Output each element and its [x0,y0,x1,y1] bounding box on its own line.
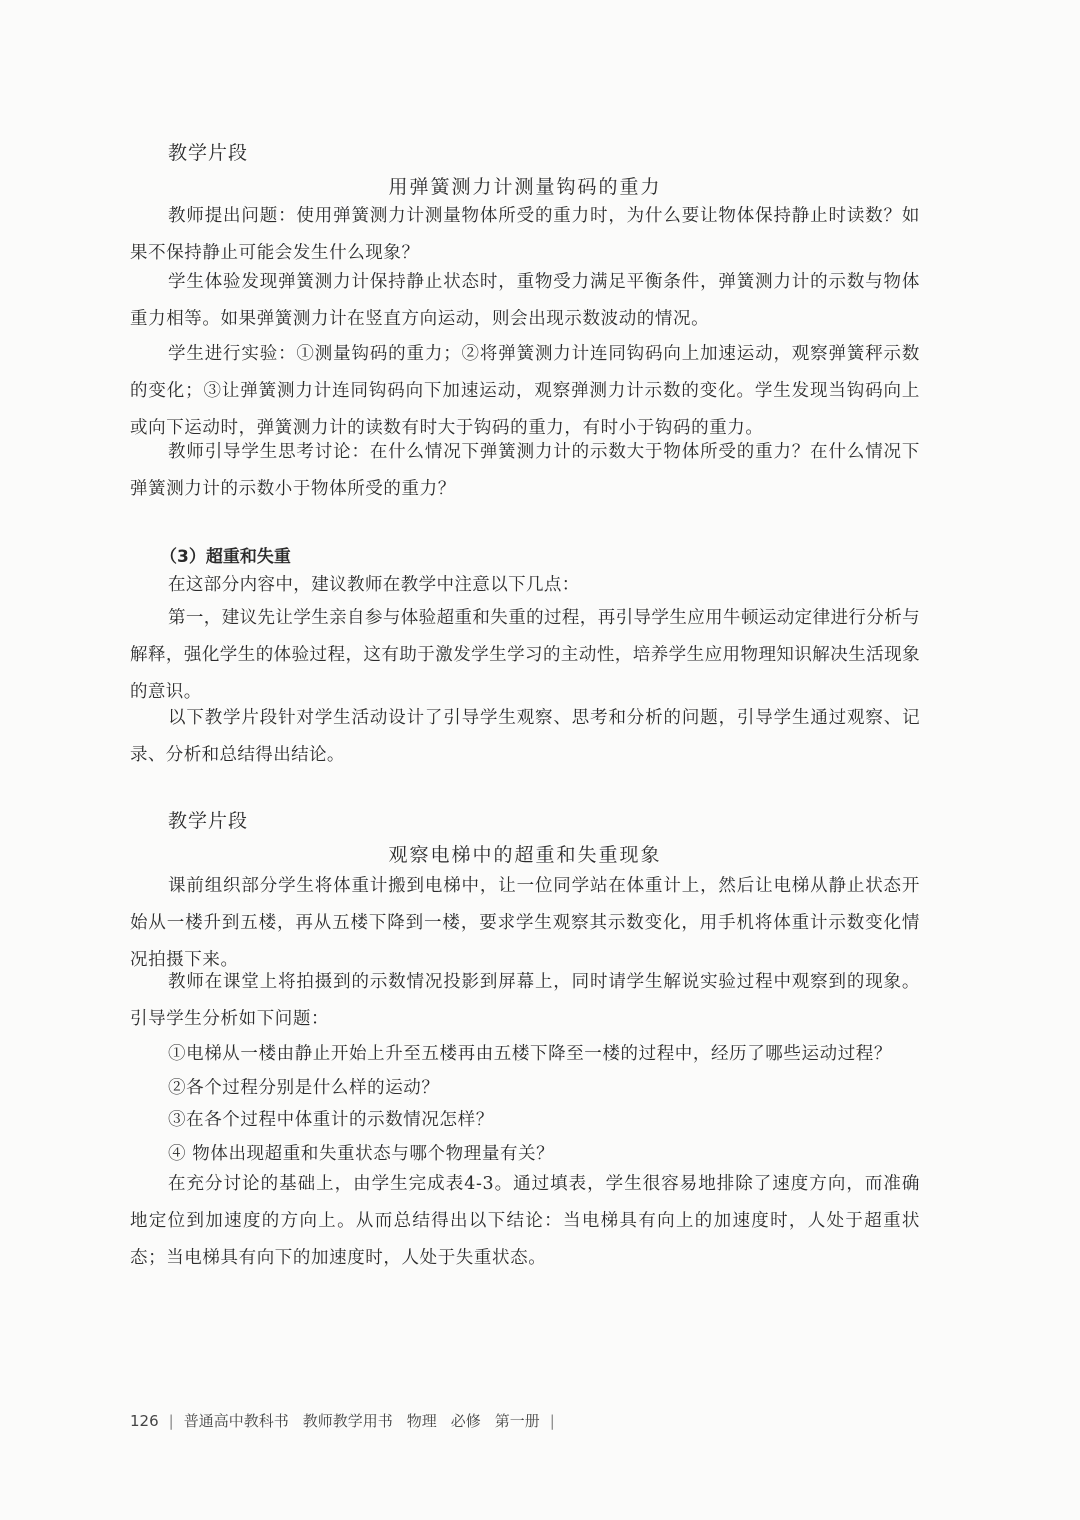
section-label: 教学片段 [168,810,249,832]
divider: | [549,1412,555,1430]
page-footer [130,1410,565,1431]
paragraph: 以下教学片段针对学生活动设计了引导学生观察、思考和分析的问题，引导学生通过观察、记录、分析和总结得出结论。 [130,708,920,765]
page-number: 126 [130,1412,159,1430]
question-item: ②各个过程分别是什么样的运动？ [168,1078,440,1098]
question-item: ①电梯从一楼由静止开始上升至五楼再由五楼下降至一楼的过程中，经历了哪些运动过程？ [168,1044,892,1064]
section-label: 教学片段 [168,142,249,164]
paragraph: 学生进行实验：①测量钩码的重力；②将弹簧测力计连同钩码向上加速运动，观察弹簧秤示数的变化；③让弹簧测力计连同钩码向下加速运动，观察弹测力计示数的变化。学生发现当钩码向上或向下运动时，弹簧测力计的读数有时大于钩码的重力，有时小于钩码的重力。 [130,344,920,438]
footer-subject: 物理 [406,1412,437,1430]
paragraph: 课前组织部分学生将体重计搬到电梯中，让一位同学站在体重计上，然后让电梯从静止状态开始从一楼升到五楼，再从五楼下降到一楼，要求学生观察其示数变化，用手机将体重计示数变化情况拍摄下来。 [130,876,920,970]
footer-type: 教师教学用书 [302,1412,393,1430]
question-item: ④ 物体出现超重和失重状态与哪个物理量有关？ [168,1144,555,1164]
section-title: 观察电梯中的超重和失重现象 [388,844,662,866]
paragraph: 在充分讨论的基础上，由学生完成表4-3。通过填表，学生很容易地排除了速度方向，而准确地定位到加速度的方向上。从而总结得出以下结论：当电梯具有向上的加速度时，人处于超重状态；当电梯具有向下的加速度时，人处于失重状态。 [130,1174,920,1268]
question-item: ③在各个过程中体重计的示数情况怎样？ [168,1110,494,1130]
subsection-heading: （3）超重和失重 [160,547,291,567]
divider: | [168,1412,174,1430]
paragraph: 在这部分内容中，建议教师在教学中注意以下几点： [168,575,580,595]
paragraph: 教师在课堂上将拍摄到的示数情况投影到屏幕上，同时请学生解说实验过程中观察到的现象。引导学生分析如下问题： [130,972,920,1029]
paragraph: 学生体验发现弹簧测力计保持静止状态时，重物受力满足平衡条件，弹簧测力计的示数与物体重力相等。如果弹簧测力计在竖直方向运动，则会出现示数波动的情况。 [130,272,920,329]
paragraph: 教师提出问题：使用弹簧测力计测量物体所受的重力时，为什么要让物体保持静止时读数？如果不保持静止可能会发生什么现象？ [130,206,920,263]
section-title: 用弹簧测力计测量钩码的重力 [388,176,662,198]
paragraph: 第一，建议先让学生亲自参与体验超重和失重的过程，再引导学生应用牛顿运动定律进行分析与解释，强化学生的体验过程，这有助于激发学生学习的主动性，培养学生应用物理知识解决生活现象的意识。 [130,608,920,702]
footer-volume: 第一册 [494,1412,540,1430]
footer-level: 必修 [450,1412,481,1430]
paragraph: 教师引导学生思考讨论：在什么情况下弹簧测力计的示数大于物体所受的重力？在什么情况下弹簧测力计的示数小于物体所受的重力？ [130,442,920,499]
footer-book: 普通高中教科书 [183,1412,289,1430]
